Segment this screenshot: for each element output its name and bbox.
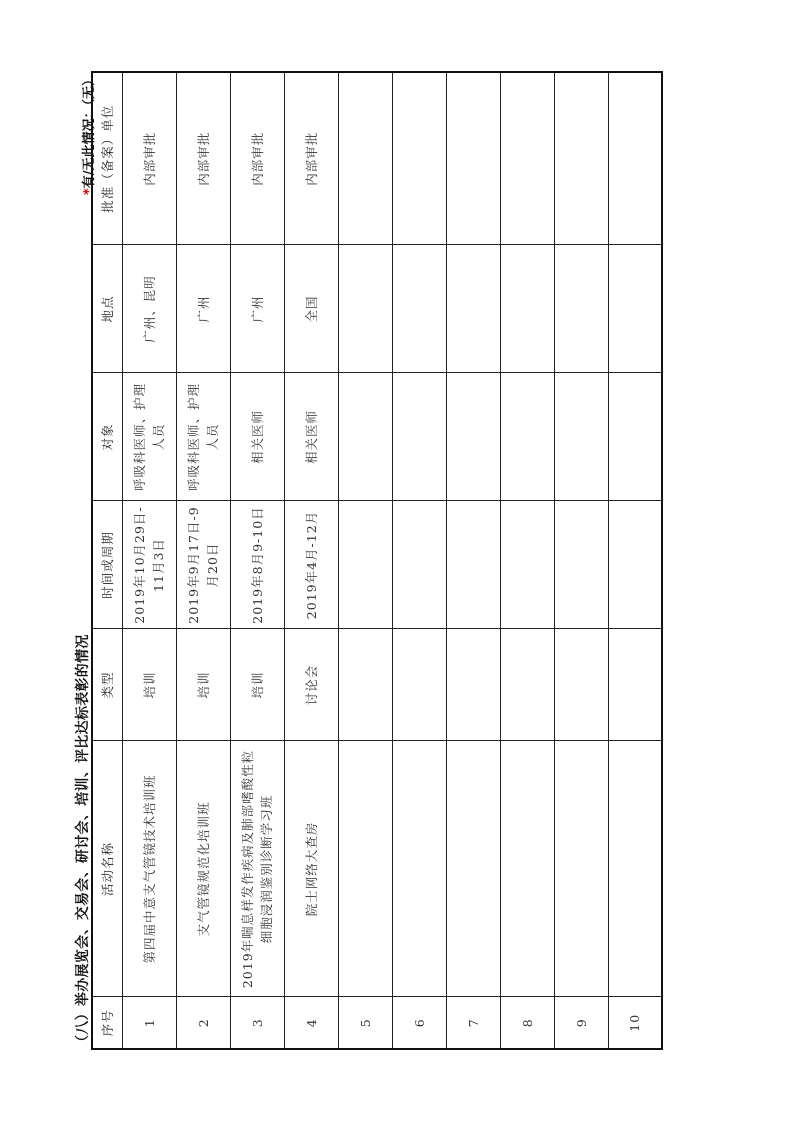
- column-header: 时间或周期: [92, 501, 122, 629]
- cell-place: [500, 245, 554, 373]
- table-row: [500, 72, 554, 1049]
- cell-no: 5: [338, 997, 392, 1049]
- table-row: [284, 72, 338, 1049]
- cell-target: [446, 373, 500, 501]
- cell-approval: [446, 72, 500, 245]
- cell-approval: [500, 72, 554, 245]
- cell-type: [608, 629, 662, 741]
- cell-place: 广州: [230, 245, 284, 373]
- section-heading: （八）举办展览会、交易会、研讨会、培训、评比达标表彰的情况: [75, 634, 91, 1049]
- cell-target: 相关医师: [284, 373, 338, 501]
- column-header: 类型: [92, 629, 122, 741]
- required-star: *: [82, 188, 97, 196]
- cell-approval: 内部审批: [284, 72, 338, 245]
- cell-approval: [392, 72, 446, 245]
- table-row: [176, 72, 230, 1049]
- cell-no: 8: [500, 997, 554, 1049]
- cell-approval: 内部审批: [122, 72, 176, 245]
- cell-period: 2019年9月17日-9月20日: [176, 501, 230, 629]
- cell-target: [608, 373, 662, 501]
- cell-approval: [554, 72, 608, 245]
- cell-place: [446, 245, 500, 373]
- cell-type: 培训: [176, 629, 230, 741]
- cell-no: 10: [608, 997, 662, 1049]
- table-row: [230, 72, 284, 1049]
- table-row: [608, 72, 662, 1049]
- cell-approval: [608, 72, 662, 245]
- cell-name: [338, 741, 392, 997]
- cell-no: 3: [230, 997, 284, 1049]
- cell-place: [338, 245, 392, 373]
- cell-no: 6: [392, 997, 446, 1049]
- cell-target: [500, 373, 554, 501]
- cell-no: 2: [176, 997, 230, 1049]
- cell-name: 第四届中意支气管镜技术培训班: [122, 741, 176, 997]
- cell-name: [392, 741, 446, 997]
- table-row: [392, 72, 446, 1049]
- cell-type: [500, 629, 554, 741]
- cell-type: [338, 629, 392, 741]
- cell-target: 相关医师: [230, 373, 284, 501]
- cell-target: 呼吸科医师、护理人员: [176, 373, 230, 501]
- cell-place: 广州、昆明: [122, 245, 176, 373]
- cell-place: [392, 245, 446, 373]
- cell-approval: 内部审批: [230, 72, 284, 245]
- cell-type: 培训: [122, 629, 176, 741]
- cell-target: 呼吸科医师、护理人员: [122, 373, 176, 501]
- cell-no: 9: [554, 997, 608, 1049]
- cell-type: 培训: [230, 629, 284, 741]
- cell-approval: [338, 72, 392, 245]
- column-header: 批准（备案）单位: [92, 72, 122, 245]
- column-header: 地点: [92, 245, 122, 373]
- cell-type: [446, 629, 500, 741]
- cell-name: 2019年喘息样发作疾病及肺部嗜酸性粒细胞浸润鉴别诊断学习班: [230, 741, 284, 997]
- column-header: 对象: [92, 373, 122, 501]
- cell-place: [554, 245, 608, 373]
- table-row: [122, 72, 176, 1049]
- cell-no: 7: [446, 997, 500, 1049]
- cell-type: 讨论会: [284, 629, 338, 741]
- cell-place: 广州: [176, 245, 230, 373]
- cell-type: [554, 629, 608, 741]
- cell-period: [554, 501, 608, 629]
- cell-target: [554, 373, 608, 501]
- column-header: 活动名称: [92, 741, 122, 997]
- cell-period: [500, 501, 554, 629]
- cell-target: [392, 373, 446, 501]
- cell-period: 2019年10月29日-11月3日: [122, 501, 176, 629]
- table-row: [446, 72, 500, 1049]
- presence-note-text: 有/无此情况：（无）: [82, 73, 97, 189]
- cell-place: [608, 245, 662, 373]
- cell-period: [392, 501, 446, 629]
- cell-approval: 内部审批: [176, 72, 230, 245]
- table-row: [338, 72, 392, 1049]
- cell-name: 支气管镜规范化培训班: [176, 741, 230, 997]
- cell-name: 院士网络大查房: [284, 741, 338, 997]
- cell-period: [338, 501, 392, 629]
- cell-name: [500, 741, 554, 997]
- cell-name: [446, 741, 500, 997]
- cell-name: [554, 741, 608, 997]
- table-header-row: [92, 72, 122, 1049]
- cell-place: 全国: [284, 245, 338, 373]
- cell-no: 4: [284, 997, 338, 1049]
- column-header: 序号: [92, 997, 122, 1049]
- cell-period: 2019年4月-12月: [284, 501, 338, 629]
- cell-period: 2019年8月9-10日: [230, 501, 284, 629]
- cell-type: [392, 629, 446, 741]
- cell-period: [446, 501, 500, 629]
- cell-target: [338, 373, 392, 501]
- cell-name: [608, 741, 662, 997]
- activities-table: [91, 71, 663, 1050]
- cell-period: [608, 501, 662, 629]
- cell-no: 1: [122, 997, 176, 1049]
- table-row: [554, 72, 608, 1049]
